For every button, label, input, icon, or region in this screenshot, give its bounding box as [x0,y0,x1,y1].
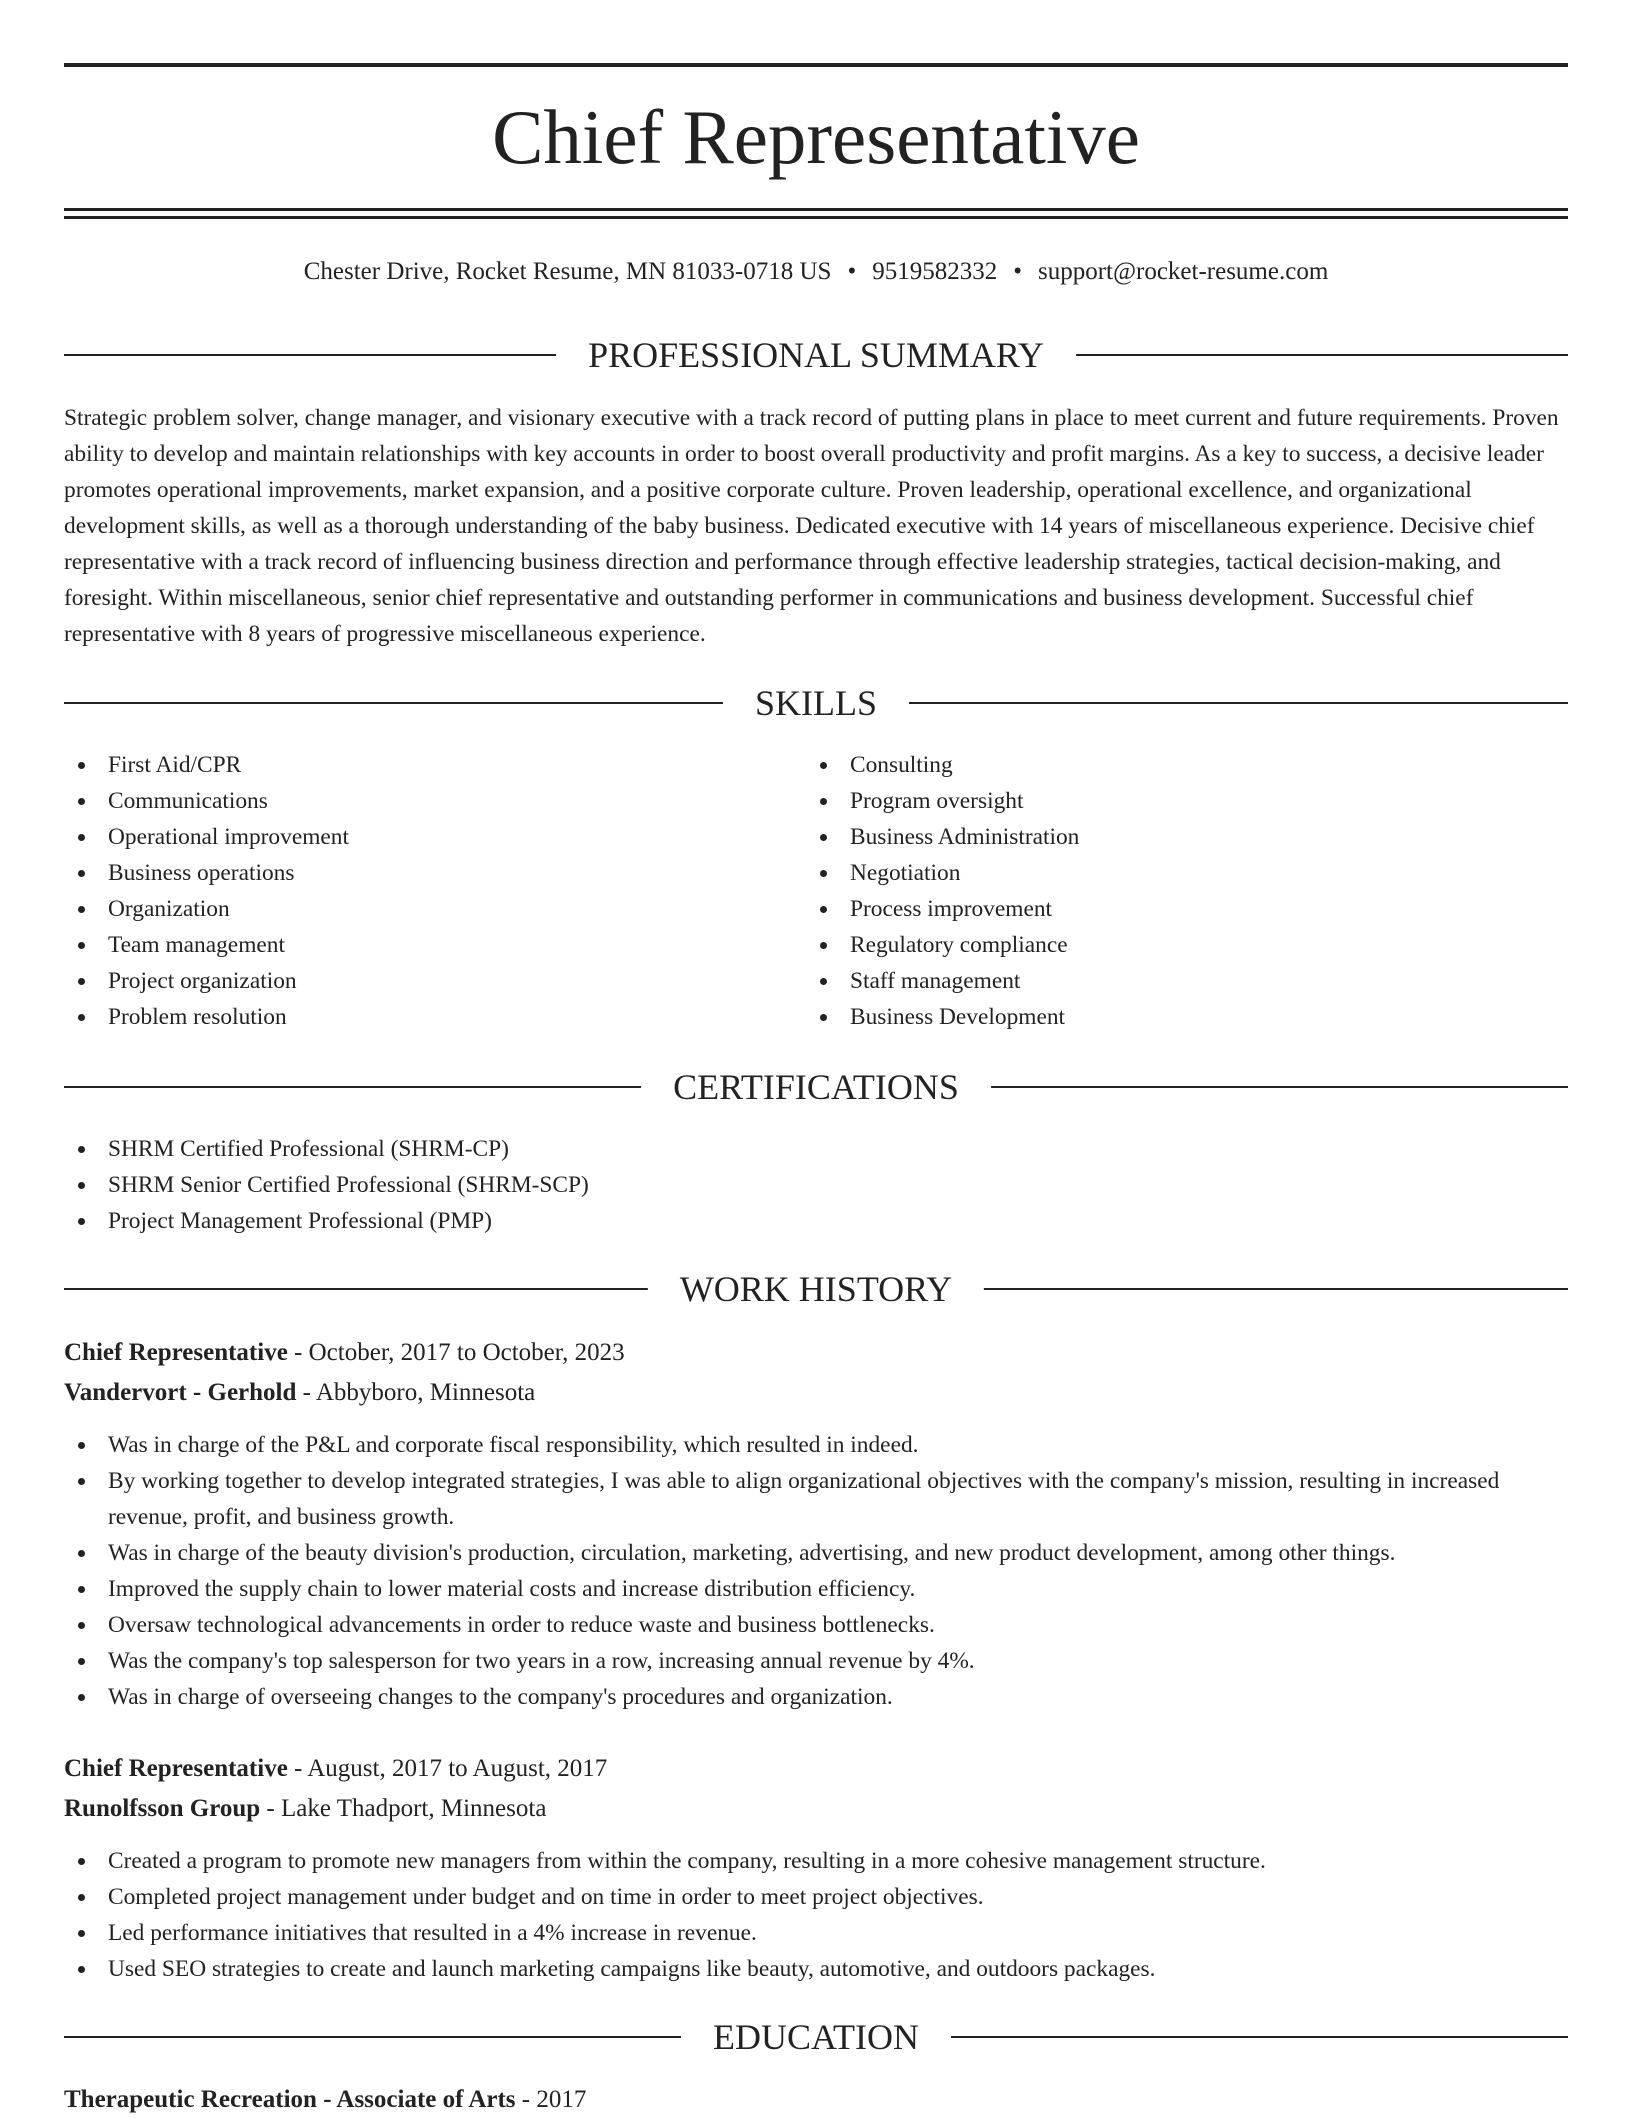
section-heading-work-history [64,1267,1568,1311]
skills-list-right [806,747,1506,1035]
job-bullet: Was in charge of the P&L and corporate fiscal responsibility, which resulted in indeed. [64,1427,1568,1463]
skill-item: First Aid/CPR [64,747,764,783]
title-rule-upper [64,208,1568,211]
contact-separator: • [847,258,857,285]
contact-email: support@rocket-resume.com [1037,258,1329,285]
job-bullet: Led performance initiatives that resulted in a 4% increase in revenue. [64,1915,1568,1951]
job-title: Chief Representative [64,1339,288,1366]
education-line [64,2082,1568,2118]
education-year: - 2017 [515,2086,587,2113]
job-bullet: Created a program to promote new managers from within the company, resulting in a more cohesive management structure. [64,1843,1568,1879]
job-title-line [64,1335,1568,1371]
contact-phone: 9519582332 [872,258,998,285]
job-bullet: Was the company's top salesperson for two years in a row, increasing annual revenue by 4%. [64,1643,1568,1679]
job-dates: - October, 2017 to October, 2023 [287,1339,625,1366]
section-title: WORK HISTORY [648,1267,984,1311]
skill-item: Negotiation [806,855,1506,891]
certifications-list [64,1131,1568,1239]
job-bullet: Was in charge of overseeing changes to the company's procedures and organization. [64,1679,1568,1715]
section-title: PROFESSIONAL SUMMARY [556,333,1076,377]
certification-item: Project Management Professional (PMP) [64,1203,1568,1239]
section-title: EDUCATION [681,2015,951,2059]
skill-item: Business Administration [806,819,1506,855]
job-bullet: Was in charge of the beauty division's production, circulation, marketing, advertising, and new product development, among other things. [64,1535,1568,1571]
top-rule [64,63,1568,67]
job-location: - Abbyboro, Minnesota [296,1379,536,1406]
job-company-line [64,1375,1568,1411]
skill-item: Organization [64,891,764,927]
summary-text: Strategic problem solver, change manager, and visionary executive with a track record of putting plans in place to meet current and future requirements. Proven ability to develop and maintain relationships with key accounts in order to boost overall productivity and profit margins. As a key to success, a decisive leader promotes operational improvements, market expansion, and a positive corporate culture. Proven leadership, operational excellence, and organizational development skills, as well as a thorough understanding of the baby business. Dedicated executive with 14 years of miscellaneous experience. Decisive chief representative with a track record of influencing business direction and performance through effective leadership strategies, tactical decision-making, and foresight. Within miscellaneous, senior chief representative and outstanding performer in communications and business development. Successful chief representative with 8 years of progressive miscellaneous experience. [64,405,1559,647]
skills-list-left [64,747,764,1035]
skill-item: Communications [64,783,764,819]
title-rule-lower [64,216,1568,219]
contact-address: Chester Drive, Rocket Resume, MN 81033-0718 US [303,258,832,285]
skill-item: Staff management [806,963,1506,999]
skill-item: Project organization [64,963,764,999]
section-heading-education [64,2015,1568,2059]
skill-item: Consulting [806,747,1506,783]
certification-item: SHRM Certified Professional (SHRM-CP) [64,1131,1568,1167]
education-degree: Therapeutic Recreation - Associate of Arts [64,2086,516,2113]
job-location: - Lake Thadport, Minnesota [260,1795,547,1822]
job-bullet: Completed project management under budget and on time in order to meet project objectives. [64,1879,1568,1915]
skill-item: Operational improvement [64,819,764,855]
job-dates: - August, 2017 to August, 2017 [287,1755,608,1782]
section-title: SKILLS [723,681,909,725]
job-company: Vandervort - Gerhold [64,1379,297,1406]
resume-title: Chief Representative [492,94,1140,180]
job-bullet: Improved the supply chain to lower material costs and increase distribution efficiency. [64,1571,1568,1607]
skill-item: Problem resolution [64,999,764,1035]
section-heading-summary [64,333,1568,377]
job-company: Runolfsson Group [64,1795,261,1822]
skill-item: Business Development [806,999,1506,1035]
job-bullet: Oversaw technological advancements in order to reduce waste and business bottlenecks. [64,1607,1568,1643]
job-bullet-list [64,1427,1568,1715]
job-bullet-list [64,1843,1568,1987]
section-heading-certifications [64,1065,1568,1109]
skill-item: Team management [64,927,764,963]
certification-item: SHRM Senior Certified Professional (SHRM-SCP) [64,1167,1568,1203]
contact-line [64,255,1568,289]
skill-item: Program oversight [806,783,1506,819]
job-company-line [64,1791,1568,1827]
skill-item: Process improvement [806,891,1506,927]
skill-item: Regulatory compliance [806,927,1506,963]
skill-item: Business operations [64,855,764,891]
job-title-line [64,1751,1568,1787]
job-bullet: Used SEO strategies to create and launch marketing campaigns like beauty, automotive, and outdoors packages. [64,1951,1568,1987]
job-title: Chief Representative [64,1755,288,1782]
section-heading-skills [64,681,1568,725]
section-title: CERTIFICATIONS [641,1065,991,1109]
job-bullet: By working together to develop integrated strategies, I was able to align organizational objectives with the company's mission, resulting in increased revenue, profit, and business growth. [64,1463,1568,1535]
contact-separator: • [1013,258,1022,285]
